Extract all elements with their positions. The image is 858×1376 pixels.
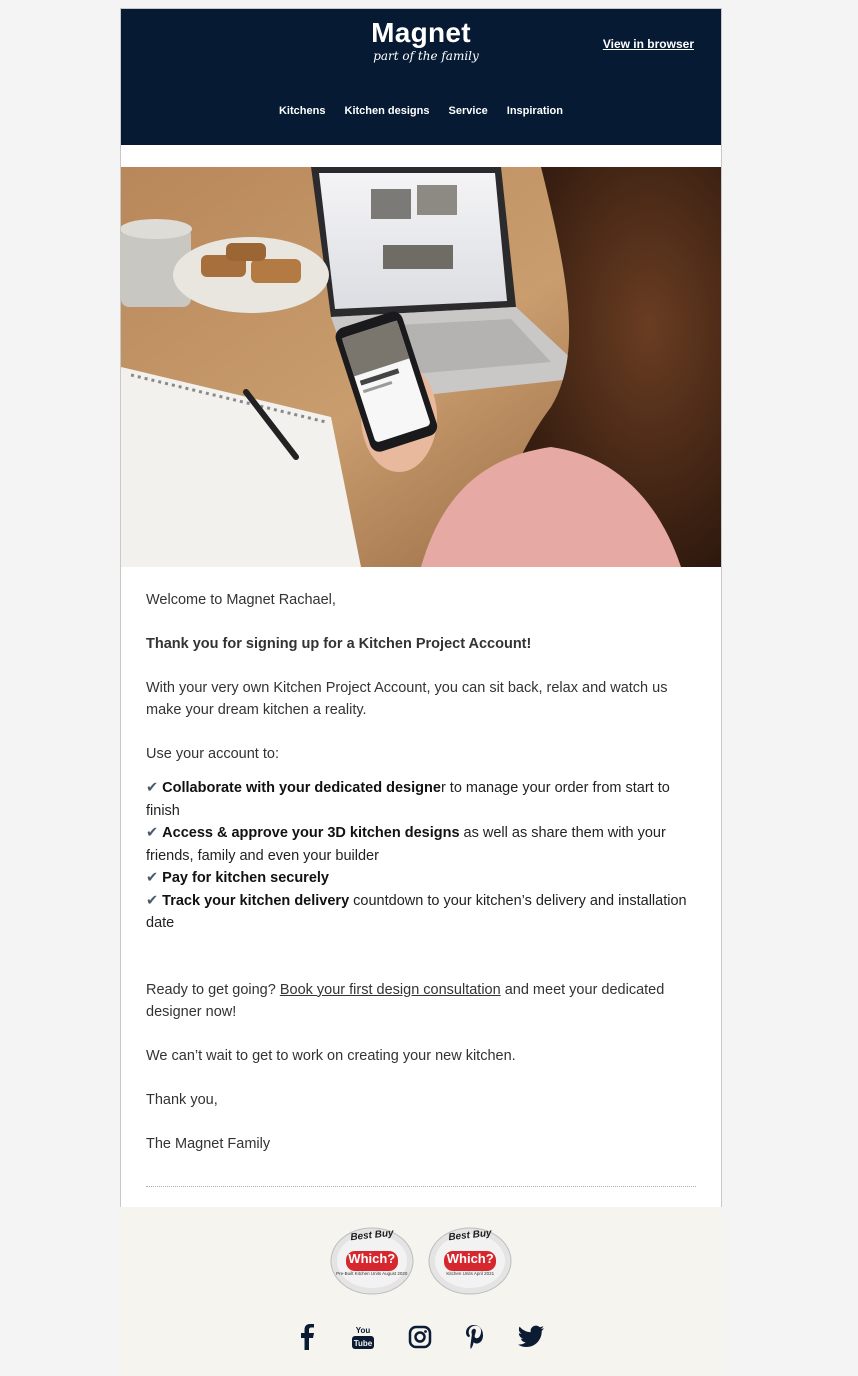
email-container	[120, 8, 722, 1210]
nav-item-inspiration[interactable]: Inspiration	[506, 105, 563, 117]
pinterest-icon[interactable]	[464, 1324, 484, 1355]
twitter-icon[interactable]	[517, 1325, 545, 1354]
facebook-icon[interactable]	[297, 1324, 317, 1355]
checkmark-icon: ✔	[146, 892, 159, 909]
which-best-buy-badge[interactable]	[428, 1227, 512, 1293]
benefits-list	[146, 777, 696, 935]
view-in-browser-link[interactable]: View in browser	[602, 37, 694, 51]
nav-item-service[interactable]: Service	[448, 105, 488, 117]
instagram-icon[interactable]	[408, 1325, 432, 1354]
email-body	[121, 567, 721, 1155]
list-item: ✔ Pay for kitchen securely	[146, 870, 329, 886]
youtube-icon[interactable]	[350, 1324, 376, 1355]
thanks-text: Thank you,	[146, 1091, 218, 1108]
closing-text: We can’t wait to get to work on creating your new kitchen.	[146, 1047, 516, 1064]
which-brand: Which?	[348, 1251, 396, 1266]
book-consultation-link[interactable]: Book your first design consultation	[279, 981, 501, 998]
checkmark-icon: ✔	[146, 825, 159, 841]
intro-text: With your very own Kitchen Project Account, you can sit back, relax and watch us make your dream kitchen a reality.	[146, 680, 668, 718]
badge-caption: Pre-Built Kitchen Units August 2020	[336, 1271, 408, 1276]
content-divider	[146, 1186, 696, 1209]
social-links	[120, 1324, 722, 1355]
header-spacer	[121, 145, 721, 167]
email-footer	[120, 1207, 722, 1376]
nav-item-kitchen-designs[interactable]: Kitchen designs	[344, 105, 430, 117]
checkmark-icon: ✔	[146, 780, 159, 796]
hero-illustration	[121, 167, 721, 567]
which-best-buy-badge[interactable]	[330, 1227, 414, 1293]
email-header	[121, 9, 721, 145]
which-brand: Which?	[446, 1251, 494, 1266]
nav-item-kitchens[interactable]: Kitchens	[278, 105, 326, 117]
hero-image	[121, 167, 721, 567]
list-item: ✔ Collaborate with your dedicated designer to manage your order from start to finish	[146, 780, 670, 819]
header-nav	[121, 105, 721, 117]
list-item: ✔ Track your kitchen delivery countdown to your kitchen’s delivery and installation date	[146, 892, 687, 931]
logo-wordmark: Magnet	[371, 17, 471, 48]
greeting-text: Welcome to Magnet Rachael,	[146, 592, 336, 608]
list-item: ✔ Access & approve your 3D kitchen designs as well as share them with your friends, family and even your builder	[146, 825, 666, 864]
signature-text: The Magnet Family	[146, 1135, 271, 1152]
svg-text:Tube: Tube	[353, 1339, 372, 1348]
svg-text:You: You	[355, 1326, 370, 1335]
best-buy-label: Best Buy	[448, 1227, 493, 1244]
headline-text: Thank you for signing up for a Kitchen Project Account!	[146, 636, 532, 652]
cta-paragraph: Ready to get going? Book your first design consultation and meet your dedicated designer now!	[146, 981, 665, 1020]
best-buy-label: Best Buy	[349, 1227, 394, 1244]
award-badges	[120, 1227, 722, 1293]
badge-caption: Kitchen Units April 2021	[446, 1271, 495, 1276]
use-account-label: Use your account to:	[146, 746, 279, 762]
logo-tagline: part of the family	[373, 49, 479, 63]
checkmark-icon: ✔	[146, 870, 159, 886]
